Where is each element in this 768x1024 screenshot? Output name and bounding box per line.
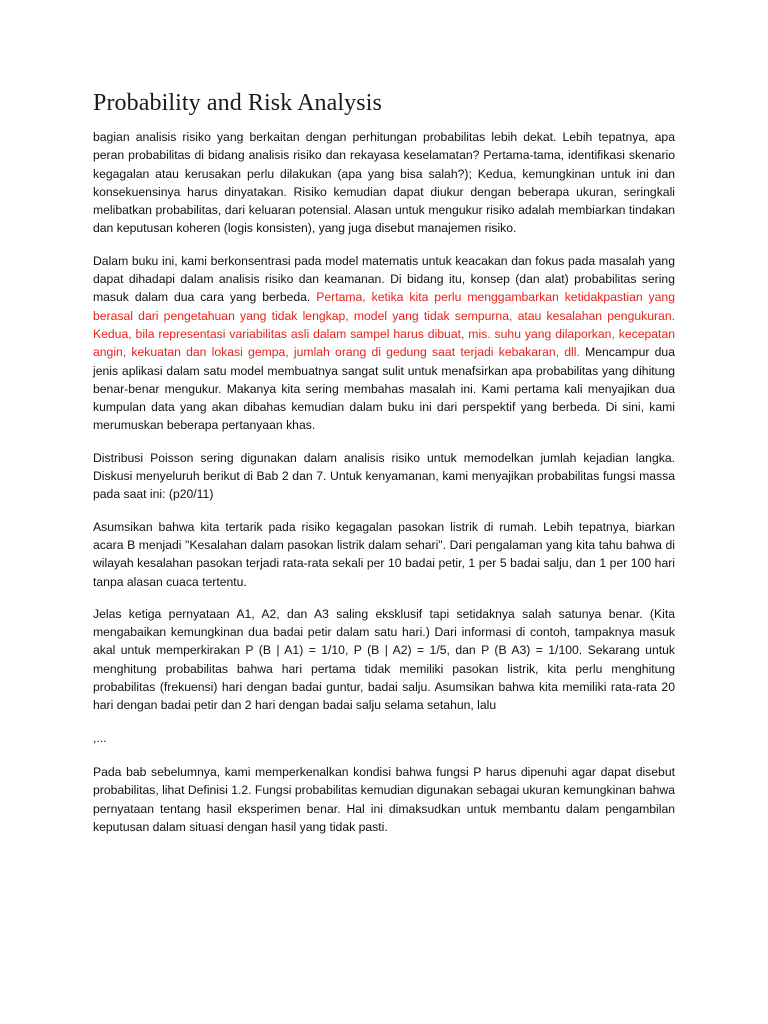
paragraph-2-highlighted-text: Pertama, ketika kita perlu menggambarkan ketidakpastian yang berasal dari pengetahuan yang tidak lengkap, model yang tidak sempurna, atau kesalahan pengukuran. Kedua, bila representasi variabilitas asli dalam sampel harus dibuat, mis. suhu yang dilaporkan, kecepatan angin, kekuatan dan lokasi gempa, jumlah orang di gedung saat terjadi kebakaran, dll.	[93, 290, 675, 360]
paragraph-7: Pada bab sebelumnya, kami memperkenalkan kondisi bahwa fungsi P harus dipenuhi agar dapat disebut probabilitas, lihat Definisi 1.2. Fungsi probabilitas kemudian digunakan sebagai ukuran kemungkinan bahwa pernyataan tentang hasil eksperimen benar. Hal ini dimaksudkan untuk membantu dalam pengambilan keputusan dalam situasi dengan hasil yang tidak pasti.	[93, 764, 675, 834]
paragraph-6-ellipsis: ,...	[93, 730, 107, 745]
paragraph-2-intro: Dalam buku ini, kami berkonsentrasi pada model matematis untuk keacakan dan fokus pada masalah yang dapat dihadapi dalam analisis risiko dan keamanan. Di bidang itu, konsep (dan alat) probabilitas sering masuk dalam dua cara yang berbeda.	[93, 253, 675, 305]
document-page	[93, 0, 675, 836]
paragraph-1: bagian analisis risiko yang berkaitan dengan perhitungan probabilitas lebih dekat. Lebih tepatnya, apa peran probabilitas di bidang analisis risiko dan rekayasa keselamatan? Pertama-tama, identifikasi skenario kegagalan atau kerusakan perlu dilakukan (apa yang bisa salah?); Kedua, kemungkinan untuk ini dan konsekuensinya harus dinyatakan. Risiko kemudian dapat diukur dengan beberapa ukuran, seringkali melibatkan probabilitas, dari keluaran potensial. Alasan untuk mengukur risiko adalah membiarkan tindakan dan keputusan koheren (logis konsisten), yang juga disebut manajemen risiko.	[93, 130, 675, 236]
paragraph-4: Asumsikan bahwa kita tertarik pada risiko kegagalan pasokan listrik di rumah. Lebih tepatnya, biarkan acara B menjadi "Kesalahan dalam pasokan listrik dalam sehari". Dari pengalaman yang kita tahu bahwa di wilayah kesalahan pasokan terjadi rata-rata sekali per 10 badai petir, 1 per 5 badai salju, dan 1 per 100 hari tanpa alasan cuaca tertentu.	[93, 519, 675, 589]
paragraph-3: Distribusi Poisson sering digunakan dalam analisis risiko untuk memodelkan jumlah kejadian langka. Diskusi menyeluruh berikut di Bab 2 dan 7. Untuk kenyamanan, kami menyajikan probabilitas fungsi massa pada saat ini: (p20/11)	[93, 450, 675, 502]
paragraph-5: Jelas ketiga pernyataan A1, A2, dan A3 saling eksklusif tapi setidaknya salah satunya benar. (Kita mengabaikan kemungkinan dua badai petir dalam satu hari.) Dari informasi di contoh, tampaknya masuk akal untuk memperkirakan P (B | A1) = 1/10, P (B | A2) = 1/5, dan P (B A3) = 1/100. Sekarang untuk menghitung probabilitas bahwa hari pertama tidak memiliki pasokan listrik, kita perlu menghitung probabilitas (frekuensi) hari dengan badai guntur, badai salju. Asumsikan bahwa kita memiliki rata-rata 20 hari dengan badai petir dan 2 hari dengan badai salju selama setahun, lalu	[93, 606, 675, 713]
paragraph-2-continuation: Mencampur dua jenis aplikasi dalam satu model membuatnya sangat sulit untuk menafsirkan apa probabilitas yang dihitung benar-benar mengukur. Makanya kita sering membahas masalah ini. Kami pertama kali menyajikan dua kumpulan data yang akan dibahas kemudian dalam buku ini dari perspektif yang berbeda. Di sini, kami merumuskan beberapa pertanyaan khas.	[93, 345, 675, 433]
document-title: Probability and Risk Analysis	[93, 90, 382, 116]
paragraph-2	[93, 252, 675, 435]
